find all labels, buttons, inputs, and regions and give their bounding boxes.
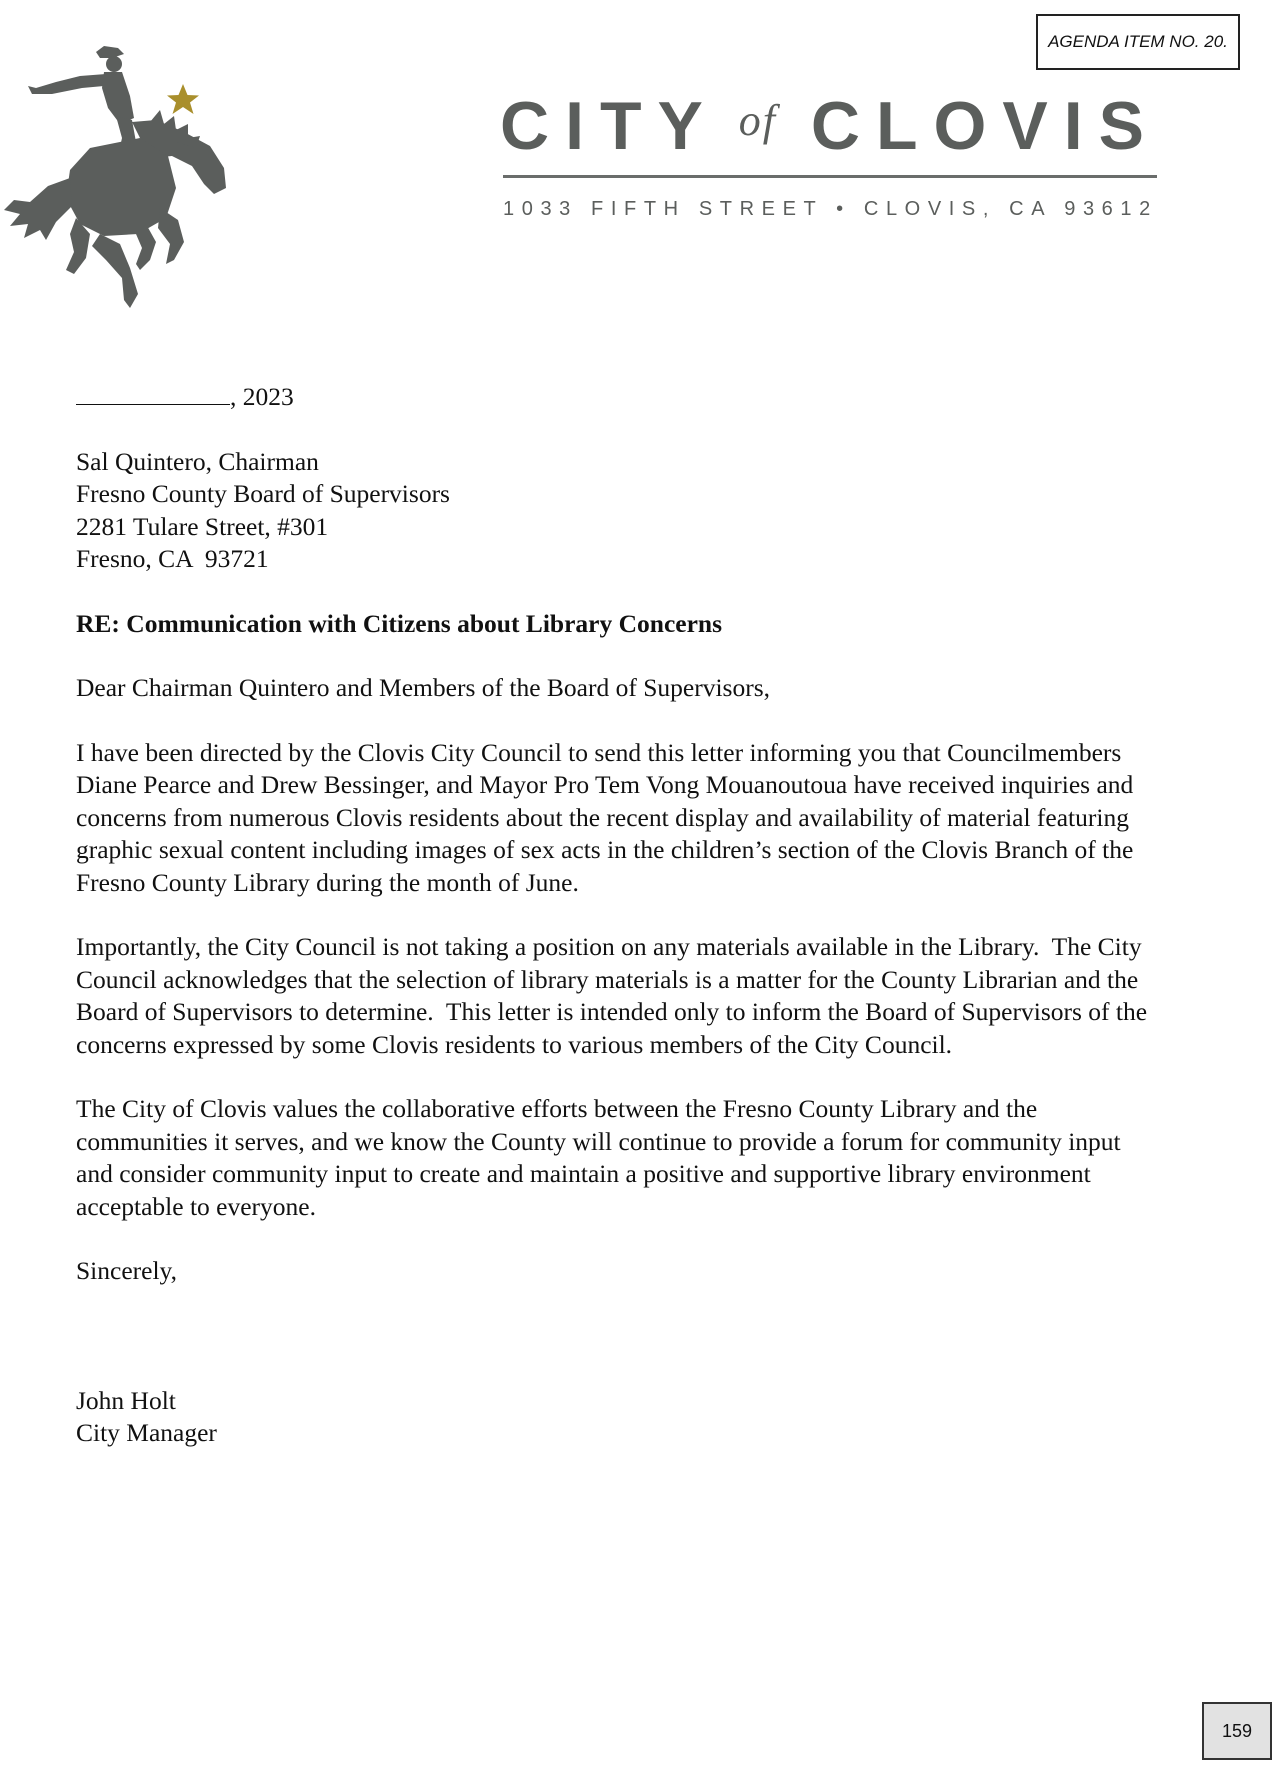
paragraph: Importantly, the City Council is not taking a position on any materials available in the Library. The City Council acknowledges that the selection of library materials is a matter for the County Librarian and the Board of Supervisors to determine. This letter is intended only to inform the Board of Supervisors of the concerns expressed by some Clovis residents to various members of the City Council.	[76, 932, 1154, 1059]
signer-name: John Holt	[76, 1385, 176, 1415]
salutation: Dear Chairman Quintero and Members of the Board of Supervisors,	[76, 673, 770, 702]
city-wordmark	[500, 88, 1160, 164]
letterhead-address: 1033 FIFTH STREET • CLOVIS, CA 93612	[503, 198, 1158, 220]
recipient-line: Fresno County Board of Supervisors	[76, 479, 450, 508]
letter-body	[76, 380, 1156, 1450]
recipient-line: Fresno, CA 93721	[76, 544, 269, 573]
recipient-line: 2281 Tulare Street, #301	[76, 511, 329, 541]
letter-date	[76, 380, 1156, 414]
recipient-line: Sal Quintero, Chairman	[76, 446, 319, 476]
date-blank	[76, 380, 230, 405]
star-icon	[167, 84, 199, 114]
date-year: , 2023	[230, 382, 294, 411]
signer-title: City Manager	[76, 1418, 217, 1447]
wordmark-of: of	[738, 95, 777, 145]
wordmark-clovis: CLOVIS	[810, 88, 1160, 164]
bucking-horse-rider-logo	[0, 38, 250, 318]
paragraph: I have been directed by the Clovis City Council to send this letter informing you that Councilmembers Diane Pearce and Drew Bessinger, and Mayor Pro Tem Vong Mouanoutoua have received inquiries and concerns from numerous Clovis residents about the recent display and availability of material featuring graphic sexual content including images of sex acts in the children’s section of the Clovis Branch of the Fresno County Library during the month of June.	[76, 737, 1140, 897]
subject-line: RE: Communication with Citizens about Library Concerns	[76, 608, 723, 638]
paragraph: The City of Clovis values the collaborative efforts between the Fresno County Library and the communities it serves, and we know the County will continue to provide a forum for community input and consider community input to create and maintain a positive and supportive library environment acceptable to everyone.	[76, 1094, 1127, 1221]
page-number: 159	[1202, 1702, 1272, 1760]
closing: Sincerely,	[76, 1256, 178, 1285]
wordmark-city: CITY	[500, 88, 719, 164]
letterhead-divider	[503, 175, 1157, 178]
agenda-item-label: AGENDA ITEM NO. 20.	[1036, 14, 1240, 70]
recipient-block	[76, 446, 1156, 576]
signature-space	[76, 1288, 1156, 1385]
